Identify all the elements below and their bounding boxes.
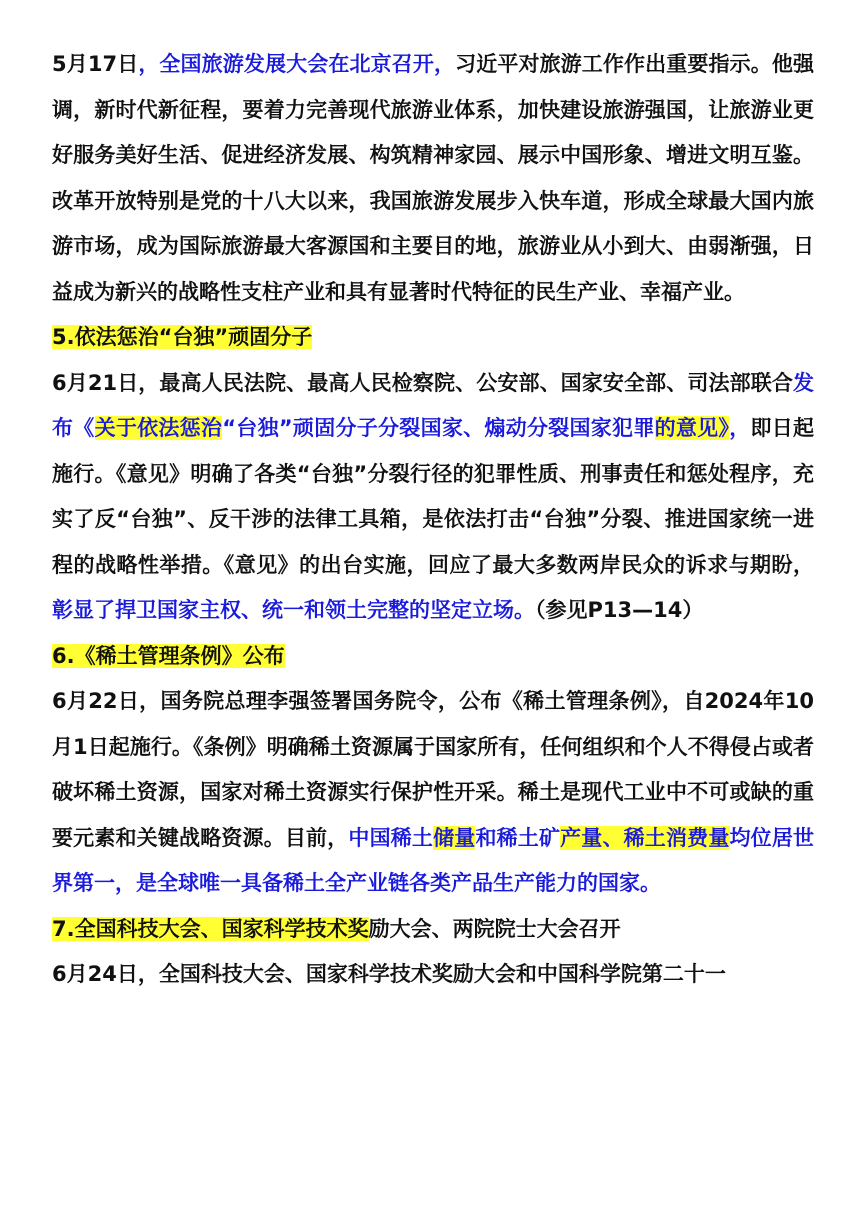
emphasis-text: 中国稀土 xyxy=(348,825,434,850)
highlighted-emphasis-text: 消费量 xyxy=(665,825,730,850)
heading-6-text: 》公布 xyxy=(221,643,285,668)
highlighted-emphasis-text: 的意见》 xyxy=(654,416,730,440)
body-text: 即日起施行。《意见》明确了各类“台独”分裂行径的犯罪性质、刑事责任和惩处程序，充实了反“台独”、反干涉的法律工具箱，是依法打击“台独”分裂、推进国家统一进程的战略性举措。《意见》的出台实施，回应了最大多数两岸民众的诉求与期盼， xyxy=(52,416,815,577)
highlighted-emphasis-text: 产量、稀土 xyxy=(560,825,666,850)
paragraph-tourism xyxy=(52,42,814,315)
highlighted-emphasis-text: 关于依法惩治 xyxy=(94,416,223,440)
heading-6 xyxy=(52,634,814,680)
emphasis-text: “台独”顽固分子分裂国家、煽动分裂国家犯罪 xyxy=(222,416,655,440)
body-text: 6月21日，最高人民法院、最高人民检察院、公安部、国家安全部、司法部联合 xyxy=(52,370,793,395)
date-text: 5月17日 xyxy=(52,52,139,76)
heading-7 xyxy=(52,907,814,953)
emphasis-text: 发布《 xyxy=(52,370,814,440)
emphasis-text: 均位居世界第一，是全球唯一具备稀土全产业链各类产品生产能力的国家。 xyxy=(52,825,815,895)
emphasis-text: ， xyxy=(729,416,751,440)
heading-6-text: 例 xyxy=(200,643,222,668)
paragraph-science xyxy=(52,952,814,998)
heading-7-highlighted-text: 7.全国科技大会、国家科学技术奖 xyxy=(52,916,369,941)
body-text: 6月22日，国务院总理李强签署国务院令，公布《稀土管理条例》，自2024年10月1日起施行。《条例》明确稀土资源属于国家所有，任何组织和个人不得侵占或者破坏稀土资源，国家对稀土资源实行保护性开采。稀土是现代工业中不可或缺的重要元素和关键战略资源。目前， xyxy=(52,689,814,850)
heading-5-text: 5.依法惩治“台独”顽固分子 xyxy=(52,325,313,349)
heading-6-text: 6.《稀土管理条 xyxy=(52,643,201,668)
highlighted-emphasis-text: 储量 xyxy=(433,825,476,850)
heading-7-text: 励大会、两院院士大会召开 xyxy=(368,916,621,941)
body-text: 6月24日，全国科技大会、国家科学技术奖励大会和中国科学院第二十一 xyxy=(52,962,726,986)
reference-text: （参见P13—14） xyxy=(535,598,704,622)
body-text: 习近平对旅游工作作出重要指示。他强调，新时代新征程，要着力完善现代旅游业体系，加快建设旅游强国，让旅游业更好服务美好生活、促进经济发展、构筑精神家园、展示中国形象、增进文明互鉴。改革开放特别是党的十八大以来，我国旅游发展步入快车道，形成全球最大国内旅游市场，成为国际旅游最大客源国和主要目的地，旅游业从小到大、由弱渐强，日益成为新兴的战略性支柱产业和具有显著时代特征的民生产业、幸福产业。 xyxy=(52,52,814,304)
paragraph-rare-earth xyxy=(52,679,814,907)
emphasis-text: ，全国旅游发展大会在北京召开， xyxy=(138,52,456,76)
emphasis-text: 和稀土矿 xyxy=(475,825,561,850)
heading-5 xyxy=(52,315,814,361)
paragraph-taiwan xyxy=(52,361,814,634)
emphasis-text: 彰显了捍卫国家主权、统一和领土完整的坚定立场。 xyxy=(52,598,535,622)
